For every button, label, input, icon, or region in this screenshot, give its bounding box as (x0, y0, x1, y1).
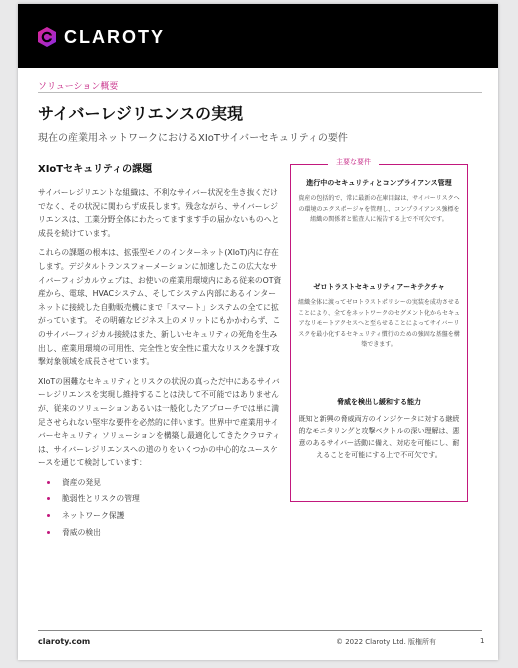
list-item-label: 資産の発見 (62, 477, 101, 487)
page-title: サイバーレジリエンスの実現 (38, 104, 244, 123)
list-item-label: ネットワーク保護 (62, 511, 125, 521)
paragraph: これらの課題の根本は、拡張型モノのインターネット(XIoT)内に存在します。デジタルトランスフォーメーションに加速したこの広大なサイバーフィジカルウェブは、お使いの産業用環境内にある従来のOT資産から、電球、HVACシステム、そしてシステム内部にあるインターネットに接続した自動販売機にまで「スマート」システムの全てに拡がっています。 その明確なビジネス上のメリットにもかかわらず、このサイバーフィジカル接続はまた、新しいセキュリティの死角を生み出し、産業用環境の可用性、完全性と安全性に重大なリスクを課す攻撃対象領域を成長させています。 (38, 248, 282, 367)
document-page (18, 4, 498, 660)
page-subtitle: 現在の産業用ネットワークにおけるXIoTサイバーセキュリティの要件 (38, 133, 348, 144)
requirement-item (298, 397, 460, 461)
requirement-description: 資産の包括的で、常に最新の在庫目録は、サイバーリスクへの環境のエクスポージャを管理し、コンプライアンス強標を組織の関係者と監査人に報告する上で不可欠です。 (298, 195, 460, 223)
footer-copyright: © 2022 Claroty Ltd. 版権所有 (336, 638, 437, 646)
list-item (44, 492, 282, 506)
top-divider (38, 92, 482, 93)
requirement-title: 脅威を検出し緩和する能力 (337, 398, 421, 406)
page-number: 1 (480, 637, 485, 645)
list-item-label: 脆弱性とリスクの管理 (62, 494, 140, 504)
claroty-logo-icon (36, 26, 58, 48)
list-item (44, 509, 282, 523)
list-item (44, 476, 282, 490)
header-banner (18, 4, 498, 68)
bullet-icon (47, 497, 50, 500)
section-heading: XIoTセキュリティの課題 (38, 164, 153, 175)
list-item (44, 526, 282, 540)
logo-wordmark: CLAROTY (64, 26, 165, 47)
key-requirements-label: 主要な要件 (328, 157, 379, 167)
bullet-icon (47, 531, 50, 534)
requirement-description: 既知と新興の脅威両方のインジケータに対する継続的なモニタリングと攻撃ベクトルの深い理解は、悪意のあるサイバー活動に備え、対応を可能にし、耐えることを可能にする上で不可欠です。 (298, 415, 460, 459)
footer-divider (38, 630, 482, 631)
list-item-label: 脅威の検出 (62, 527, 101, 537)
use-case-list (38, 476, 282, 539)
requirement-item (298, 282, 460, 351)
requirement-description: 組織全体に渡ってゼロトラストポリシーの実装を成功させることにより、全てをネットワークのセグメント化からセキュアなリモートアクセスへと至らせることによってサイバーリスクを最小化するセキュリティ慣行のための強固な基盤を構築できます。 (298, 299, 460, 348)
requirement-title: 進行中のセキュリティとコンプライアンス管理 (306, 179, 452, 187)
paragraph: サイバーレジリエントな組織は、不利なサイバー状況を生き抜くだけでなく、その状況に関わらず成長します。残念ながら、サイバーレジリエンスは、工業分野全体にわたってますます手の届かないものへと成長を続けています。 (38, 188, 280, 238)
claroty-logo (36, 26, 165, 48)
body-text (38, 186, 282, 542)
paragraph: XIoTの困難なセキュリティとリスクの状況の真っただ中にあるサイバーレジリエンスを実現し維持することは決して不可能ではありませんが、従来のソリューションあるいは一般化したアプローチでは単に満足させられない堅牢な要件を必然的に伴います。世界中で産業用サイバーセキュリティ ソリューションを構築し最適化してきたクラロティは、サイバーレジリエンスへの道のりをいくつかの中心的なユースケースを通じて検討しています： (38, 376, 281, 468)
requirement-item (298, 178, 460, 226)
footer-url: claroty.com (38, 637, 91, 646)
bullet-icon (47, 481, 50, 484)
requirement-title: ゼロトラストセキュリティアーキテクチャ (313, 283, 445, 291)
bullet-icon (47, 514, 50, 517)
document-category: ソリューション概要 (38, 82, 119, 92)
